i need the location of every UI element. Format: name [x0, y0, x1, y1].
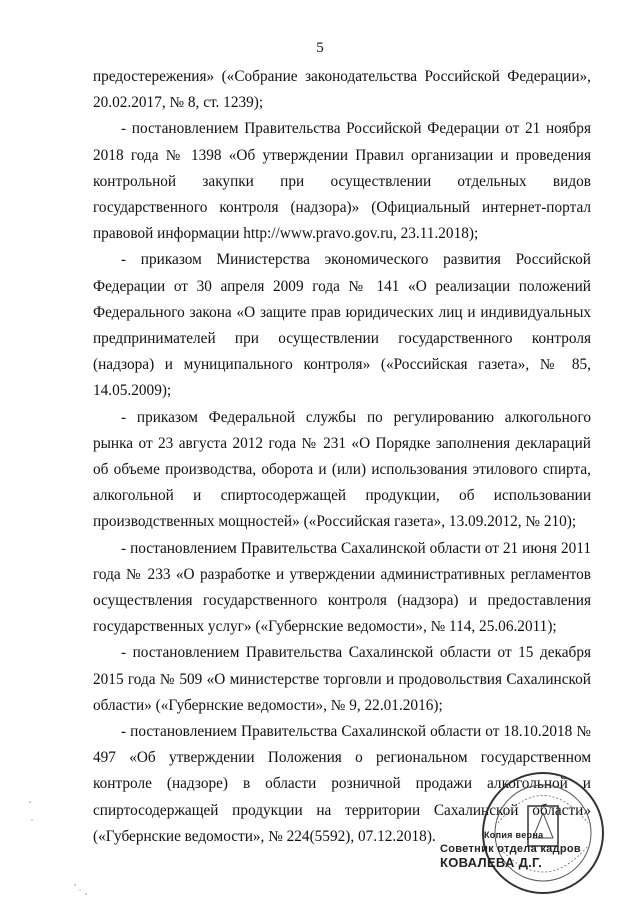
- scan-specks-icon: [20, 790, 100, 905]
- stamp-line-certified: Копия верна: [484, 830, 544, 840]
- document-body: [93, 64, 591, 850]
- certification-stamp: [440, 828, 600, 870]
- page-number: 5: [316, 40, 324, 56]
- list-item: - приказом Министерства экономического развития Российской Федерации от 30 апреля 2009 года № 141 «О реализации положений Федерального закона «О защите прав юридических лиц и индивидуальных предпринимателей при осуществлении государственного контроля (надзора) и муниципального контроля» («Российская газета», № 85, 14.05.2009);: [93, 251, 591, 400]
- stamp-line-position: Советник отдела кадров: [440, 843, 581, 855]
- list-item: - постановлением Правительства Сахалинской области от 18.10.2018 № 497 «Об утверждении Положения о региональном государственном контроле (надзоре) в области розничной продажи алкогольной и спиртосодержащей продукции на территории Сахалинской области» («Губернские ведомости», № 224(5592), 07.12.2018).: [93, 723, 591, 845]
- list-item: - приказом Федеральной службы по регулированию алкогольного рынка от 23 августа 2012 года № 231 «О Порядке заполнения деклараций об объеме производства, оборота и (или) использования этилового спирта, алкогольной и спиртосодержащей продукции, об использовании производственных мощностей» («Российская газета», 13.09.2012, № 210);: [93, 408, 591, 531]
- paragraph-continuation: предостережения» («Собрание законодательства Российской Федерации», 20.02.2017, № 8, ст. 1239);: [93, 68, 591, 112]
- list-item: - постановлением Правительства Сахалинской области от 21 июня 2011 года № 233 «О разработке и утверждении административных регламентов осуществления государственного контроля (надзора) и предоставления государственных услуг» («Губернские ведомости», № 114, 25.06.2011);: [93, 539, 591, 636]
- list-item: - постановлением Правительства Российской Федерации от 21 ноября 2018 года № 1398 «Об утверждении Правил организации и проведения контрольной закупки при осуществлении отдельных видов государственного контроля (надзора)» (Официальный интернет-портал правовой информации http://www.pravo.gov.ru, 23.11.2018);: [93, 120, 591, 243]
- stamp-line-name: КОВАЛЕВА Д.Г.: [440, 855, 542, 870]
- list-item: - постановлением Правительства Сахалинской области от 15 декабря 2015 года № 509 «О министерстве торговли и продовольствия Сахалинской области» («Губернские ведомости», № 9, 22.01.2016);: [93, 644, 591, 714]
